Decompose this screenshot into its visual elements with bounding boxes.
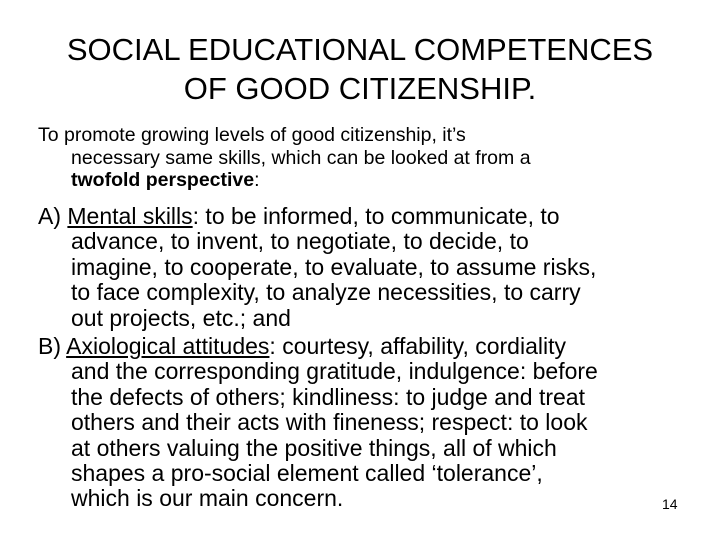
title-line-2: OF GOOD CITIZENSHIP. [183, 71, 537, 106]
intro-line-2: necessary same skills, which can be looked at from a [71, 146, 531, 169]
list-marker-b: B) [38, 333, 67, 359]
title-line-1: SOCIAL EDUCATIONAL COMPETENCES [66, 32, 654, 67]
intro-line-3-rest: : [254, 169, 260, 191]
list-item-b [38, 334, 698, 512]
page-number: 14 [662, 496, 678, 512]
term-mental-skills: Mental skills [67, 203, 193, 229]
list-item-a-line: to face complexity, to analyze necessities, to carry [71, 279, 581, 306]
list-item-a-line: imagine, to cooperate, to evaluate, to assume risks, [71, 253, 597, 280]
slide-title [0, 30, 720, 108]
list-item-a-line: advance, to invent, to negotiate, to decide, to [71, 228, 529, 255]
list-item-a-line: out projects, etc.; and [71, 304, 291, 331]
list-marker-a: A) [38, 203, 68, 229]
term-axiological-attitudes: Axiological attitudes [66, 333, 270, 359]
list-item-b-line: others and their acts with fineness; respect: to look [71, 409, 588, 436]
list-item-b-line: which is our main concern. [71, 485, 344, 512]
list-item-b-line: at others valuing the positive things, all of which [71, 434, 557, 461]
list-item-a [38, 204, 698, 331]
list-item-b-line: the defects of others; kindliness: to judge and treat [71, 383, 585, 410]
intro-line-1: To promote growing levels of good citizenship, it’s [38, 124, 466, 146]
list-item-a-first-line [38, 204, 698, 229]
intro-paragraph [38, 124, 678, 192]
intro-line-3 [38, 169, 678, 192]
intro-bold-phrase: twofold perspective [71, 169, 255, 191]
list-item-b-first-rest: : courtesy, affability, cordiality [269, 333, 566, 359]
list-item-b-first-line [38, 334, 698, 359]
list-item-a-first-rest: : to be informed, to communicate, to [192, 203, 560, 229]
list-item-b-line: and the corresponding gratitude, indulgence: before [71, 358, 598, 385]
list-item-b-line: shapes a pro-social element called ‘tolerance’, [71, 460, 543, 487]
